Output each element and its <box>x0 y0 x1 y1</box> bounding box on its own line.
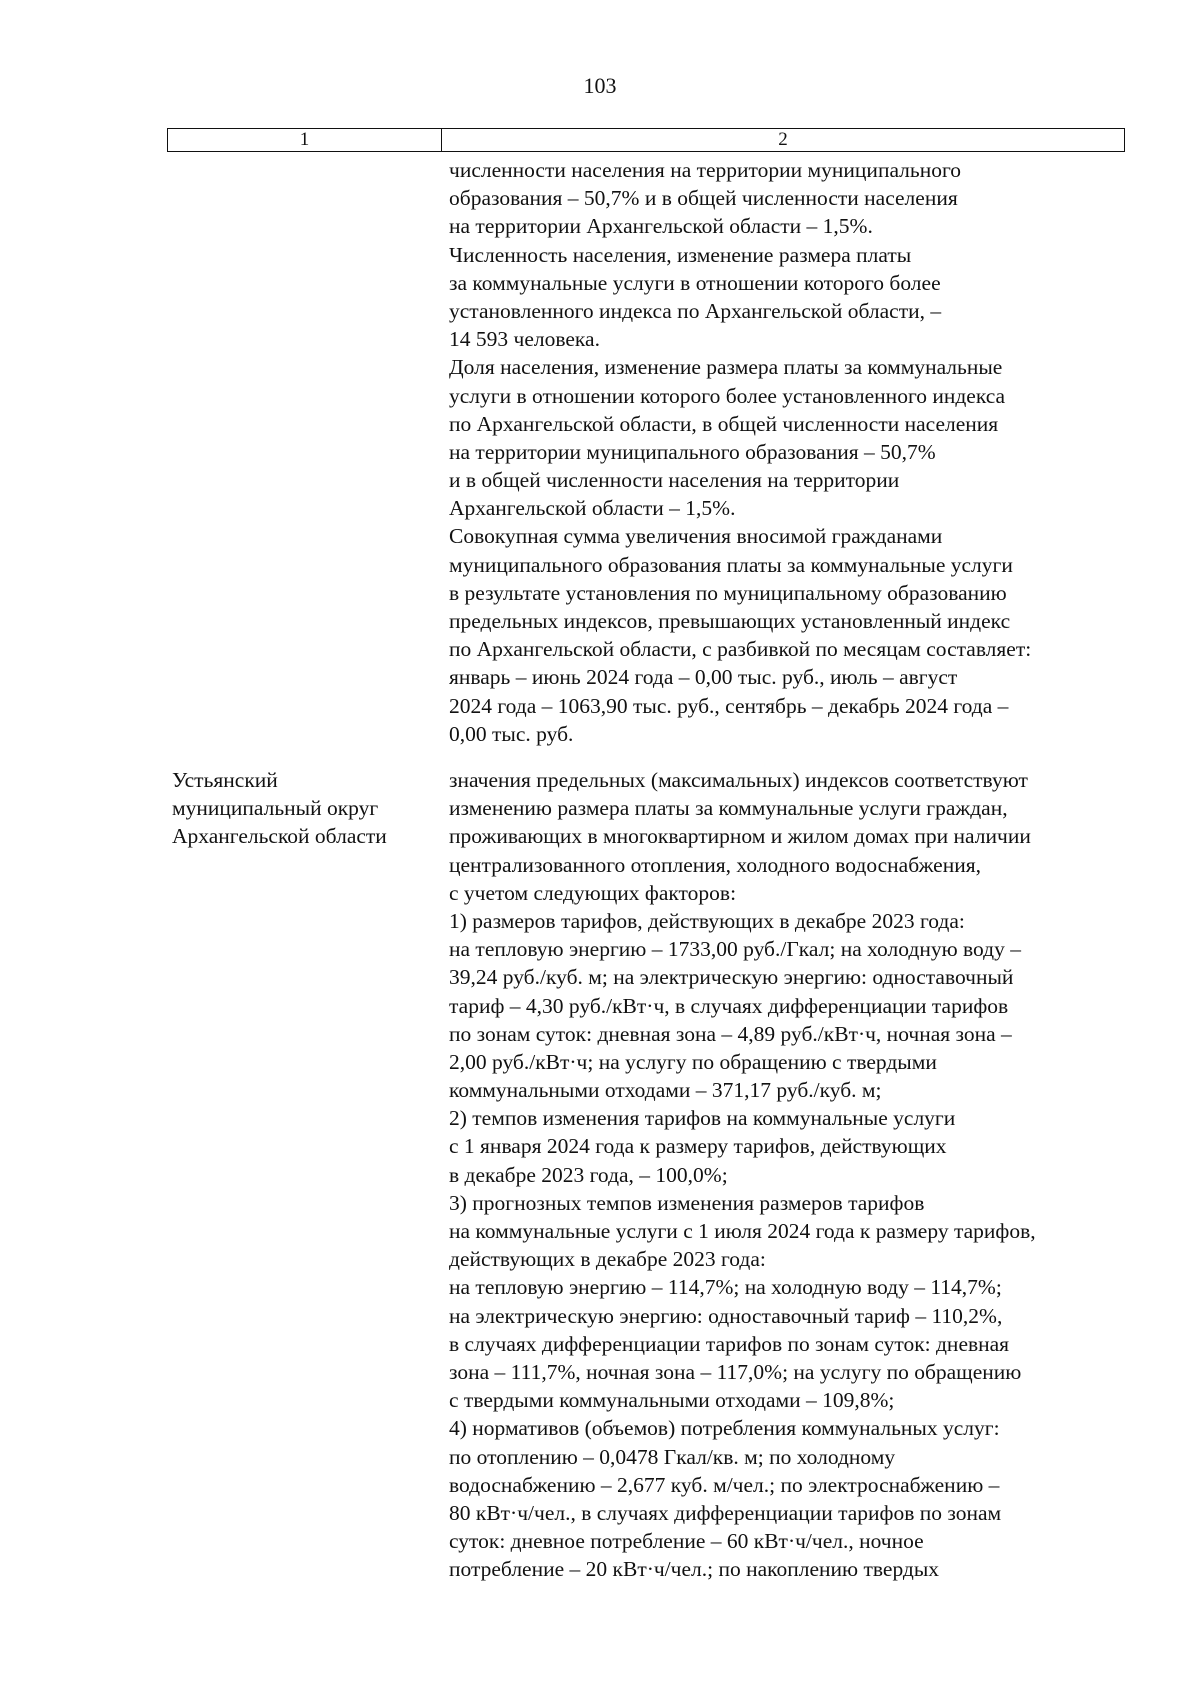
text-line: численности населения на территории муниципального <box>449 158 962 182</box>
page-number: 103 <box>583 73 617 98</box>
text-line: на территории Архангельской области – 1,5%. <box>449 214 873 239</box>
text-line: зона – 111,7%, ночная зона – 117,0%; на услугу по обращению <box>449 1359 1022 1384</box>
text-line: суток: дневное потребление – 60 кВт·ч/чел., ночное <box>449 1529 924 1554</box>
text-line: услуги в отношении которого более установленного индекса <box>449 383 1006 408</box>
text-line: с твердыми коммунальными отходами – 109,8%; <box>449 1388 895 1413</box>
text-line: по Архангельской области, в общей численности населения <box>449 411 999 436</box>
text-line: Доля населения, изменение размера платы за коммунальные <box>449 355 1003 380</box>
text-line: в декабре 2023 года, – 100,0%; <box>449 1162 728 1187</box>
text-line: Архангельской области <box>172 824 387 849</box>
text-line: 4) нормативов (объемов) потребления коммунальных услуг: <box>449 1416 1000 1441</box>
text-line: 2) темпов изменения тарифов на коммунальные услуги <box>449 1106 956 1131</box>
text-line: водоснабжению – 2,677 куб. м/чел.; по электроснабжению – <box>449 1472 1000 1497</box>
text-line: на коммунальные услуги с 1 июля 2024 года к размеру тарифов, <box>449 1219 1036 1243</box>
text-line: предельных индексов, превышающих установленный индекс <box>449 609 1011 633</box>
text-line: на тепловую энергию – 1733,00 руб./Гкал; на холодную воду – <box>449 937 1021 962</box>
text-line: с 1 января 2024 года к размеру тарифов, действующих <box>449 1134 947 1159</box>
text-line: 14 593 человека. <box>449 327 600 352</box>
table-header-row <box>167 128 1125 152</box>
table-header-col2: 2 <box>778 129 788 150</box>
text-line: муниципальный округ <box>172 796 379 821</box>
text-line: Численность населения, изменение размера платы <box>449 242 912 267</box>
text-line: за коммунальные услуги в отношении которого более <box>449 270 941 295</box>
text-line: по зонам суток: дневная зона – 4,89 руб./кВт·ч, ночная зона – <box>449 1021 1012 1046</box>
text-line: изменению размера платы за коммунальные услуги граждан, <box>449 796 1008 821</box>
text-line: значения предельных (максимальных) индексов соответствуют <box>449 768 1028 792</box>
text-line: установленного индекса по Архангельской области, – <box>449 298 942 323</box>
text-line: по отоплению – 0,0478 Гкал/кв. м; по холодному <box>449 1444 896 1469</box>
text-line: Устьянский <box>172 768 278 792</box>
text-line: на электрическую энергию: одноставочный тариф – 110,2%, <box>449 1303 1003 1328</box>
text-line: Архангельской области – 1,5%. <box>449 496 736 521</box>
text-line: действующих в декабре 2023 года: <box>449 1247 766 1272</box>
text-line: Совокупная сумма увеличения вносимой гражданами <box>449 524 943 549</box>
text-line: на тепловую энергию – 114,7%; на холодную воду – 114,7%; <box>449 1275 1002 1300</box>
text-line: 1) размеров тарифов, действующих в декабре 2023 года: <box>449 908 965 933</box>
text-line: коммунальными отходами – 371,17 руб./куб. м; <box>449 1078 882 1103</box>
text-line: в результате установления по муниципальному образованию <box>449 580 1007 605</box>
text-line: 2024 года – 1063,90 тыс. руб., сентябрь – декабрь 2024 года – <box>449 693 1009 718</box>
text-line: в случаях дифференциации тарифов по зонам суток: дневная <box>449 1331 1010 1356</box>
text-line: на территории муниципального образования – 50,7% <box>449 439 936 464</box>
text-line: 3) прогнозных темпов изменения размеров тарифов <box>449 1190 925 1215</box>
table-header-col1: 1 <box>168 129 442 151</box>
text-line: 80 кВт·ч/чел., в случаях дифференциации тарифов по зонам <box>449 1500 1002 1525</box>
text-line: тариф – 4,30 руб./кВт·ч, в случаях дифференциации тарифов <box>449 993 1009 1018</box>
index-description-text <box>449 766 1036 1583</box>
text-line: муниципального образования платы за коммунальные услуги <box>449 552 1013 577</box>
text-line: 2,00 руб./кВт·ч; на услугу по обращению с твердыми <box>449 1049 937 1074</box>
text-line: централизованного отопления, холодного водоснабжения, <box>449 852 981 877</box>
continuation-text <box>449 156 1031 748</box>
text-line: проживающих в многоквартирном и жилом домах при наличии <box>449 824 1031 849</box>
text-line: по Архангельской области, с разбивкой по месяцам составляет: <box>449 637 1032 662</box>
text-line: 0,00 тыс. руб. <box>449 721 574 746</box>
text-line: с учетом следующих факторов: <box>449 880 737 905</box>
text-line: образования – 50,7% и в общей численности населения <box>449 186 958 211</box>
text-line: потребление – 20 кВт·ч/чел.; по накоплению твердых <box>449 1557 940 1582</box>
text-line: и в общей численности населения на территории <box>449 468 900 493</box>
municipality-name <box>172 766 387 851</box>
text-line: 39,24 руб./куб. м; на электрическую энергию: одноставочный <box>449 965 1014 990</box>
text-line: январь – июнь 2024 года – 0,00 тыс. руб., июль – август <box>449 665 958 690</box>
